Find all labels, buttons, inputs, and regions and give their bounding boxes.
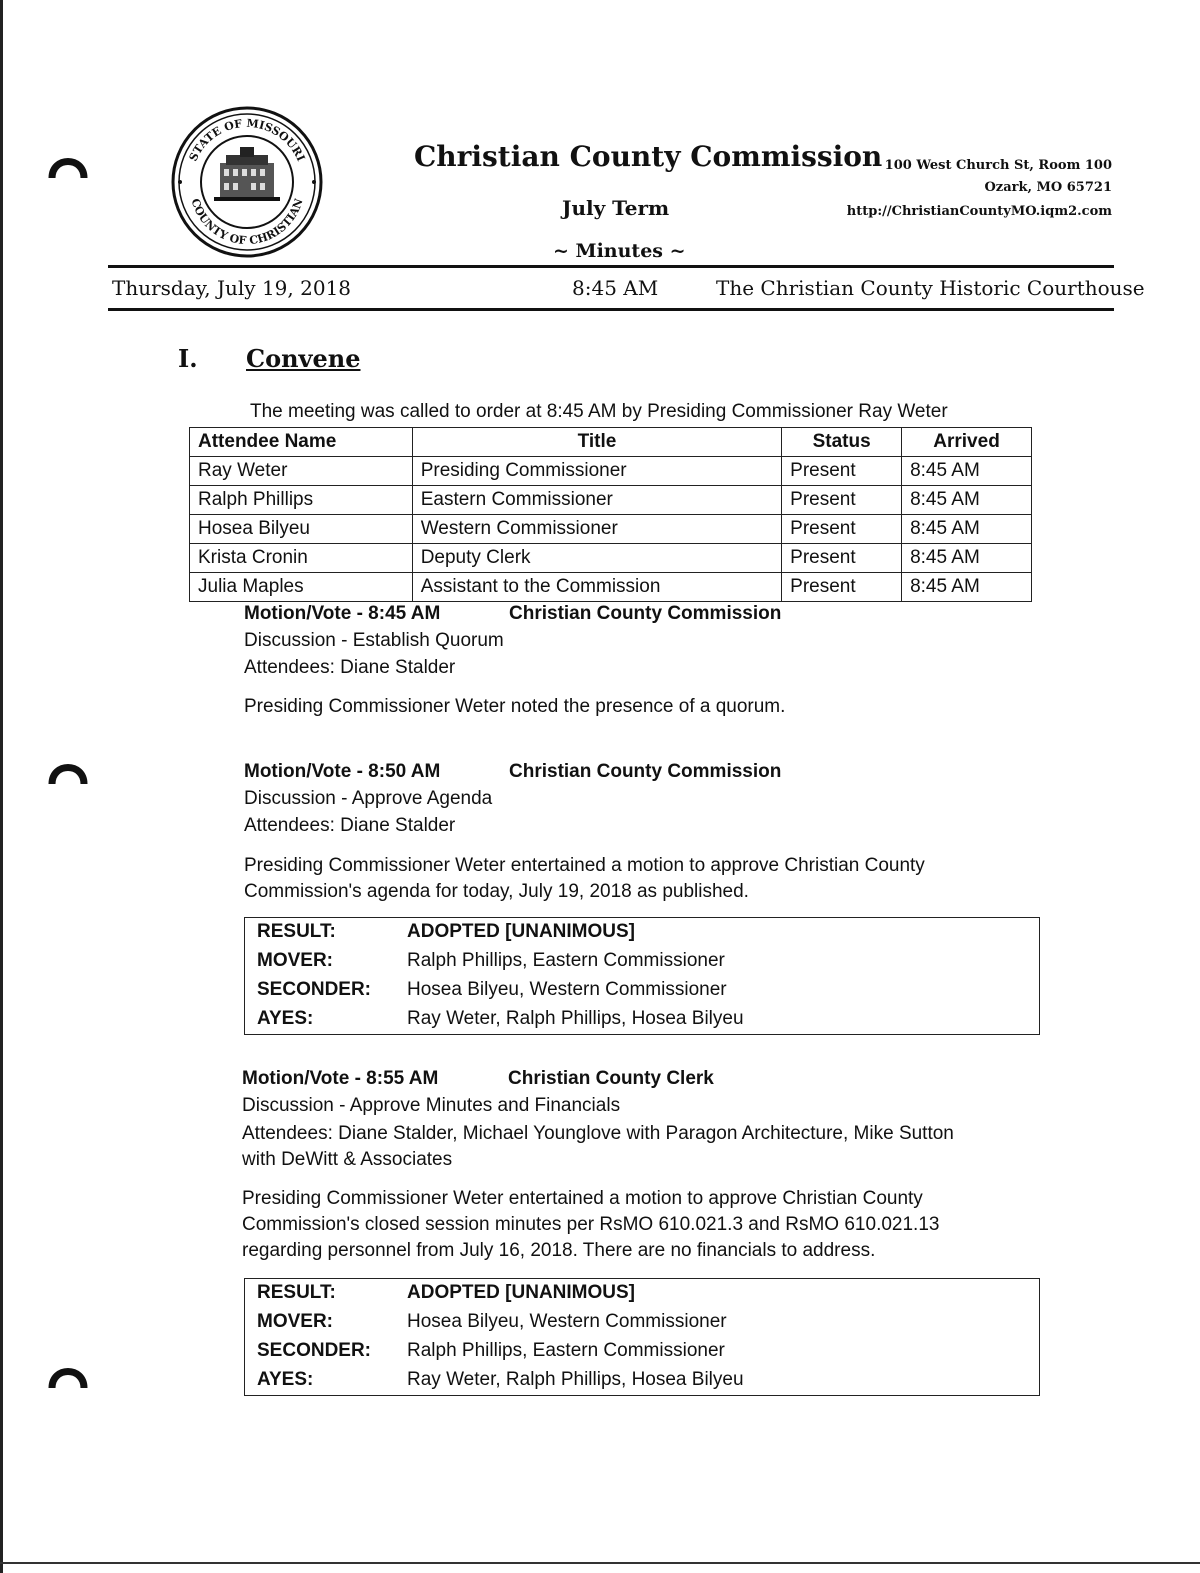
attendee-title: Assistant to the Commission	[412, 573, 781, 602]
table-row	[190, 515, 1032, 544]
attendee-name: Krista Cronin	[190, 544, 413, 573]
result-label: RESULT:	[257, 921, 336, 942]
attendee-name: Hosea Bilyeu	[190, 515, 413, 544]
motion-3-attendees: Attendees: Diane Stalder, Michael Younglove with Paragon Architecture, Mike Sutton	[242, 1123, 954, 1144]
result-value: ADOPTED [UNANIMOUS]	[407, 921, 635, 942]
address-website-link: http://ChristianCountyMO.iqm2.com	[846, 204, 1112, 219]
table-row	[190, 573, 1032, 602]
attendance-table	[189, 427, 1032, 602]
header-bottom-rule	[108, 308, 1114, 311]
address-line-1: 100 West Church St, Room 100	[884, 158, 1112, 173]
motion-3-body: Christian County Clerk	[508, 1068, 714, 1089]
binder-hole-icon	[48, 1360, 88, 1390]
ayes-value: Ray Weter, Ralph Phillips, Hosea Bilyeu	[407, 1369, 744, 1390]
motion-3-text-line-2: Commission's closed session minutes per RsMO 610.021.3 and RsMO 610.021.13	[242, 1214, 940, 1235]
ayes-row	[245, 1366, 1039, 1395]
attendee-status: Present	[782, 544, 902, 573]
attendee-name: Julia Maples	[190, 573, 413, 602]
column-header: Title	[412, 428, 781, 457]
seconder-value: Ralph Phillips, Eastern Commissioner	[407, 1340, 725, 1361]
table-header-row	[190, 428, 1032, 457]
seconder-row	[245, 976, 1039, 1005]
seconder-row	[245, 1337, 1039, 1366]
motion-2-text-line-1: Presiding Commissioner Weter entertained a motion to approve Christian County	[244, 855, 925, 876]
mover-label: MOVER:	[257, 950, 333, 971]
motion-1-attendees: Attendees: Diane Stalder	[244, 657, 456, 678]
motion-3-label: Motion/Vote - 8:55 AM	[242, 1068, 439, 1089]
motion-2-label: Motion/Vote - 8:50 AM	[244, 761, 441, 782]
motion-3-discussion: Discussion - Approve Minutes and Financials	[242, 1095, 621, 1116]
address-line-2: Ozark, MO 65721	[984, 180, 1112, 195]
motion-3-text-line-3: regarding personnel from July 16, 2018. There are no financials to address.	[242, 1240, 876, 1261]
motion-1-text: Presiding Commissioner Weter noted the presence of a quorum.	[244, 696, 786, 717]
attendee-name: Ralph Phillips	[190, 486, 413, 515]
minutes-label: ~ Minutes ~	[553, 240, 686, 262]
scan-bottom-edge	[0, 1562, 1200, 1564]
page-title: Christian County Commission	[414, 140, 883, 173]
motion-3-text-line-1: Presiding Commissioner Weter entertained a motion to approve Christian County	[242, 1188, 923, 1209]
scan-edge-line	[0, 0, 3, 1573]
ayes-label: AYES:	[257, 1369, 314, 1390]
section-number: I.	[178, 344, 198, 373]
meeting-location: The Christian County Historic Courthouse	[716, 276, 1145, 300]
result-value: ADOPTED [UNANIMOUS]	[407, 1282, 635, 1303]
ayes-value: Ray Weter, Ralph Phillips, Hosea Bilyeu	[407, 1008, 744, 1029]
meeting-time: 8:45 AM	[572, 276, 659, 300]
svg-text:COUNTY OF CHRISTIAN: COUNTY OF CHRISTIAN	[188, 196, 306, 248]
attendee-status: Present	[782, 486, 902, 515]
mover-value: Ralph Phillips, Eastern Commissioner	[407, 950, 725, 971]
motion-1-discussion: Discussion - Establish Quorum	[244, 630, 504, 651]
result-row	[245, 918, 1039, 947]
motion-2-attendees: Attendees: Diane Stalder	[244, 815, 456, 836]
mover-row	[245, 1308, 1039, 1337]
seconder-value: Hosea Bilyeu, Western Commissioner	[407, 979, 727, 1000]
attendee-arrived: 8:45 AM	[902, 544, 1032, 573]
call-to-order-text: The meeting was called to order at 8:45 AM by Presiding Commissioner Ray Weter	[250, 401, 948, 422]
county-seal-logo	[170, 105, 324, 259]
attendee-arrived: 8:45 AM	[902, 486, 1032, 515]
motion-2-result-box	[244, 917, 1040, 1035]
motion-1-label: Motion/Vote - 8:45 AM	[244, 603, 441, 624]
attendee-title: Presiding Commissioner	[412, 457, 781, 486]
motion-2-discussion: Discussion - Approve Agenda	[244, 788, 493, 809]
mover-value: Hosea Bilyeu, Western Commissioner	[407, 1311, 727, 1332]
attendee-status: Present	[782, 515, 902, 544]
mover-row	[245, 947, 1039, 976]
attendee-title: Deputy Clerk	[412, 544, 781, 573]
table-row	[190, 457, 1032, 486]
svg-text:STATE OF MISSOURI: STATE OF MISSOURI	[186, 116, 308, 164]
attendee-arrived: 8:45 AM	[902, 573, 1032, 602]
column-header: Attendee Name	[190, 428, 413, 457]
attendee-status: Present	[782, 457, 902, 486]
binder-hole-icon	[48, 756, 88, 786]
result-label: RESULT:	[257, 1282, 336, 1303]
attendee-title: Eastern Commissioner	[412, 486, 781, 515]
header-top-rule	[108, 265, 1114, 268]
motion-3-attendees-line-2: with DeWitt & Associates	[242, 1149, 453, 1170]
attendee-status: Present	[782, 573, 902, 602]
motion-1-body: Christian County Commission	[509, 603, 782, 624]
ayes-label: AYES:	[257, 1008, 314, 1029]
motion-2-body: Christian County Commission	[509, 761, 782, 782]
table-row	[190, 544, 1032, 573]
mover-label: MOVER:	[257, 1311, 333, 1332]
motion-2-text-line-2: Commission's agenda for today, July 19, 2018 as published.	[244, 881, 749, 902]
column-header: Arrived	[902, 428, 1032, 457]
seconder-label: SECONDER:	[257, 1340, 372, 1361]
section-title: Convene	[246, 344, 361, 373]
attendee-name: Ray Weter	[190, 457, 413, 486]
attendee-title: Western Commissioner	[412, 515, 781, 544]
attendee-arrived: 8:45 AM	[902, 515, 1032, 544]
result-row	[245, 1279, 1039, 1308]
meeting-date: Thursday, July 19, 2018	[112, 276, 352, 300]
motion-3-result-box	[244, 1278, 1040, 1396]
column-header: Status	[782, 428, 902, 457]
term-label: July Term	[562, 196, 670, 220]
ayes-row	[245, 1005, 1039, 1034]
seconder-label: SECONDER:	[257, 979, 372, 1000]
attendee-arrived: 8:45 AM	[902, 457, 1032, 486]
binder-hole-icon	[48, 150, 88, 180]
table-row	[190, 486, 1032, 515]
